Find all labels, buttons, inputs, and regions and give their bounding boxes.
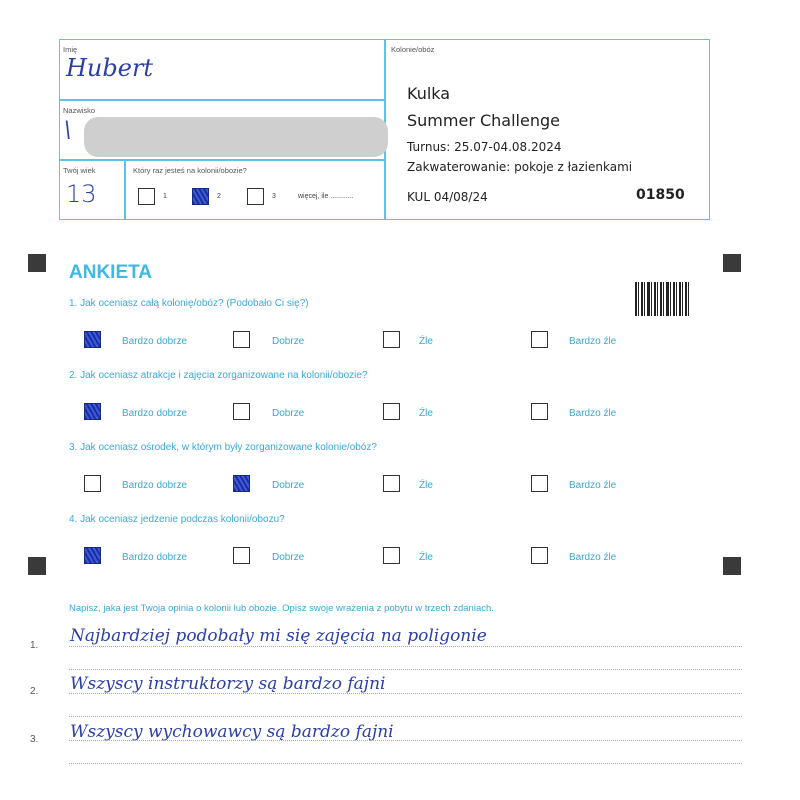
rating-checkbox[interactable] [383, 547, 400, 564]
writing-line [69, 716, 742, 717]
opinion-answer[interactable]: Wszyscy wychowawcy są bardzo fajni [70, 722, 394, 742]
camp-name: Kulka [407, 84, 451, 103]
visit-option-checkbox[interactable] [192, 188, 209, 205]
rating-checkbox[interactable] [84, 547, 101, 564]
survey-question: 4. Jak oceniasz jedzenie podczas kolonii/obozu? [69, 514, 285, 525]
form-divider [59, 99, 385, 101]
rating-option-label: Dobrze [272, 336, 305, 347]
visit-count-label: Który raz jesteś na kolonii/obozie? [133, 166, 247, 175]
rating-checkbox[interactable] [383, 331, 400, 348]
opinion-line-number: 1. [30, 640, 39, 651]
rating-option-label: Bardzo źle [569, 480, 617, 491]
writing-line [69, 693, 742, 694]
registration-marker [723, 254, 741, 272]
camp-number: 01850 [636, 187, 685, 203]
visit-option-label: 2 [217, 193, 221, 200]
rating-checkbox[interactable] [531, 475, 548, 492]
form-divider [59, 159, 385, 161]
camp-accommodation: Zakwaterowanie: pokoje z łazienkami [407, 160, 633, 174]
opinion-line-number: 2. [30, 686, 39, 697]
opinion-answer[interactable]: Wszyscy instruktorzy są bardzo fajni [70, 674, 386, 694]
rating-option-label: Źle [419, 480, 433, 491]
rating-checkbox[interactable] [383, 475, 400, 492]
rating-option-label: Źle [419, 336, 433, 347]
writing-line [69, 669, 742, 670]
rating-option-label: Dobrze [272, 408, 305, 419]
rating-checkbox[interactable] [233, 475, 250, 492]
rating-checkbox[interactable] [233, 547, 250, 564]
writing-line [69, 646, 742, 647]
visit-option-checkbox[interactable] [247, 188, 264, 205]
visit-option-checkbox[interactable] [138, 188, 155, 205]
rating-option-label: Bardzo dobrze [122, 336, 188, 347]
rating-checkbox[interactable] [531, 547, 548, 564]
rating-option-label: Dobrze [272, 552, 305, 563]
rating-checkbox[interactable] [84, 331, 101, 348]
rating-checkbox[interactable] [383, 403, 400, 420]
rating-option-label: Bardzo dobrze [122, 408, 188, 419]
rating-checkbox[interactable] [233, 331, 250, 348]
visit-option-label: 3 [272, 193, 276, 200]
camp-program: Summer Challenge [407, 111, 560, 130]
first-name-label: Imię [63, 45, 78, 54]
camp-code: KUL 04/08/24 [407, 190, 488, 204]
rating-option-label: Bardzo dobrze [122, 552, 188, 563]
writing-line [69, 740, 742, 741]
rating-option-label: Źle [419, 408, 433, 419]
survey-question: 1. Jak oceniasz całą kolonię/obóz? (Podobało Ci się?) [69, 298, 309, 309]
rating-option-label: Źle [419, 552, 433, 563]
last-name-label: Nazwisko [63, 106, 96, 115]
first-name-value[interactable]: Hubert [66, 54, 154, 82]
visit-more-label: więcej, ile ............ [298, 193, 354, 200]
last-name-value[interactable]: \ [64, 118, 72, 143]
registration-marker [28, 254, 46, 272]
camp-turnus: Turnus: 25.07-04.08.2024 [407, 140, 562, 154]
rating-checkbox[interactable] [233, 403, 250, 420]
form-divider [124, 159, 126, 220]
survey-question: 2. Jak oceniasz atrakcje i zajęcia zorganizowane na kolonii/obozie? [69, 370, 368, 381]
barcode-icon [635, 282, 689, 316]
rating-checkbox[interactable] [84, 403, 101, 420]
rating-option-label: Bardzo dobrze [122, 480, 188, 491]
rating-option-label: Bardzo źle [569, 408, 617, 419]
redaction-bar [84, 117, 388, 157]
rating-option-label: Bardzo źle [569, 552, 617, 563]
opinion-instruction: Napisz, jaka jest Twoja opinia o kolonii lub obozie. Opisz swoje wrażenia z pobytu w trzech zdaniach. [69, 603, 494, 614]
rating-checkbox[interactable] [531, 331, 548, 348]
registration-marker [28, 557, 46, 575]
age-label: Twój wiek [63, 166, 96, 175]
opinion-line-number: 3. [30, 734, 39, 745]
rating-checkbox[interactable] [531, 403, 548, 420]
survey-question: 3. Jak oceniasz ośrodek, w którym były zorganizowane kolonie/obóz? [69, 442, 377, 453]
visit-option-label: 1 [163, 193, 167, 200]
camp-label: Kolonie/obóz [391, 45, 435, 54]
rating-checkbox[interactable] [84, 475, 101, 492]
survey-title: ANKIETA [69, 262, 153, 283]
opinion-answer[interactable]: Najbardziej podobały mi się zajęcia na poligonie [70, 626, 487, 646]
registration-marker [723, 557, 741, 575]
writing-line [69, 763, 742, 764]
age-value[interactable]: 13 [66, 180, 97, 208]
rating-option-label: Dobrze [272, 480, 305, 491]
rating-option-label: Bardzo źle [569, 336, 617, 347]
